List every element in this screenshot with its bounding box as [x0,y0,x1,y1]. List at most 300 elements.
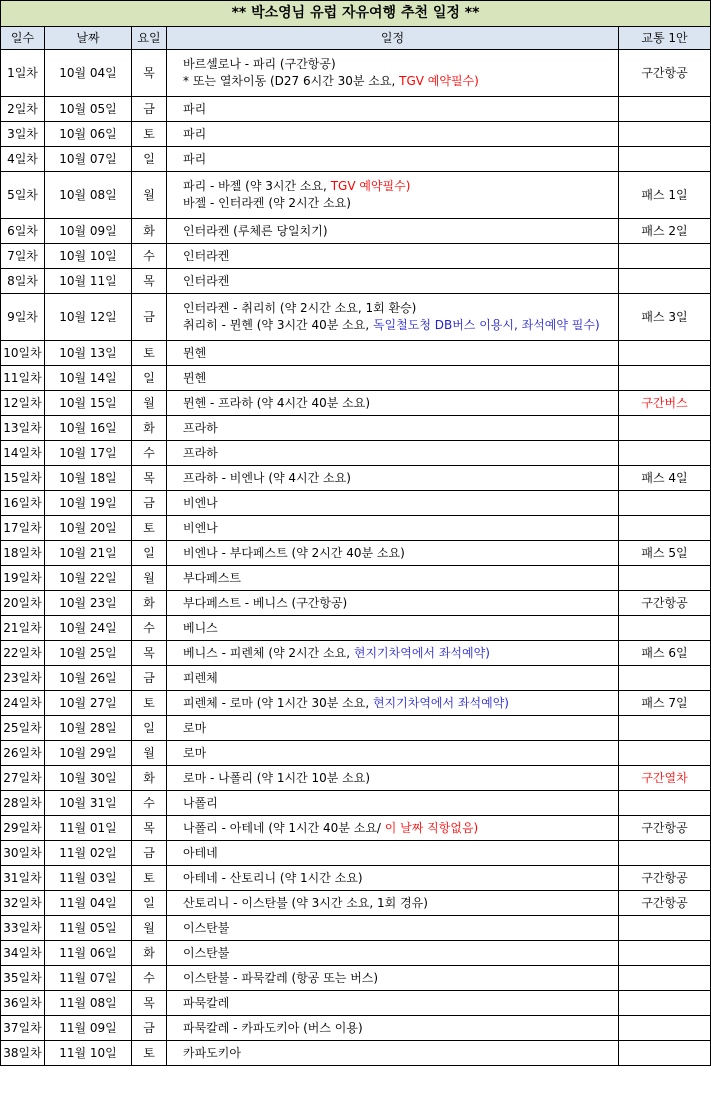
plan-text: 부다페스트 - 베니스 (구간항공) [183,595,348,610]
plan-cell [167,416,619,441]
plan-note: TGV 예약필수) [399,74,479,88]
plan-cell [167,766,619,791]
weekday-cell: 수 [132,966,167,991]
date-cell: 10월 06일 [45,122,132,147]
table-row [1,491,711,516]
plan-text: 비엔나 [183,495,218,510]
weekday-cell: 월 [132,566,167,591]
plan-line [183,670,618,687]
plan-line [183,620,618,637]
date-cell: 10월 20일 [45,516,132,541]
plan-line [183,745,618,762]
table-row [1,516,711,541]
plan-line [183,151,618,168]
plan-text: 파리 [183,101,207,116]
plan-cell [167,816,619,841]
weekday-cell: 토 [132,1041,167,1066]
table-row [1,866,711,891]
day-cell: 23일차 [1,666,45,691]
transport-cell [619,616,711,641]
day-cell: 31일차 [1,866,45,891]
table-row [1,1016,711,1041]
plan-cell [167,1041,619,1066]
plan-line [183,495,618,512]
transport-cell: 패스 2일 [619,219,711,244]
header-date: 날짜 [45,27,132,50]
table-row [1,991,711,1016]
plan-text: 로마 - 나폴리 (약 1시간 10분 소요) [183,770,370,785]
plan-line [183,101,618,118]
day-cell: 16일차 [1,491,45,516]
table-row [1,416,711,441]
header-day: 일수 [1,27,45,50]
table-row [1,219,711,244]
plan-cell [167,441,619,466]
weekday-cell: 수 [132,791,167,816]
plan-cell [167,219,619,244]
table-row [1,244,711,269]
date-cell: 11월 07일 [45,966,132,991]
date-cell: 10월 08일 [45,172,132,219]
day-cell: 28일차 [1,791,45,816]
transport-cell [619,916,711,941]
plan-line [183,248,618,265]
day-cell: 33일차 [1,916,45,941]
transport-cell: 패스 3일 [619,294,711,341]
plan-cell [167,97,619,122]
date-cell: 10월 15일 [45,391,132,416]
table-row [1,591,711,616]
plan-text: 뮌헨 [183,370,207,385]
transport-cell [619,791,711,816]
weekday-cell: 일 [132,147,167,172]
plan-line [183,970,618,987]
weekday-cell: 목 [132,50,167,97]
date-cell: 10월 12일 [45,294,132,341]
day-cell: 17일차 [1,516,45,541]
plan-text: 바젤 - 인터라켄 (약 2시간 소요) [183,196,351,210]
transport-cell: 구간버스 [619,391,711,416]
date-cell: 10월 17일 [45,441,132,466]
plan-cell [167,616,619,641]
day-cell: 30일차 [1,841,45,866]
weekday-cell: 일 [132,541,167,566]
plan-cell [167,716,619,741]
plan-cell [167,391,619,416]
day-cell: 9일차 [1,294,45,341]
weekday-cell: 금 [132,294,167,341]
plan-line [183,995,618,1012]
weekday-cell: 화 [132,766,167,791]
day-cell: 24일차 [1,691,45,716]
day-cell: 20일차 [1,591,45,616]
transport-cell: 구간열차 [619,766,711,791]
day-cell: 21일차 [1,616,45,641]
day-cell: 4일차 [1,147,45,172]
plan-cell [167,966,619,991]
table-row [1,391,711,416]
weekday-cell: 화 [132,219,167,244]
plan-line [183,345,618,362]
transport-cell [619,966,711,991]
plan-cell [167,866,619,891]
plan-cell [167,269,619,294]
table-row [1,50,711,97]
table-row [1,891,711,916]
plan-line [183,795,618,812]
table-row [1,816,711,841]
transport-cell: 구간항공 [619,866,711,891]
transport-cell [619,341,711,366]
plan-line [183,178,618,195]
day-cell: 26일차 [1,741,45,766]
table-row [1,766,711,791]
plan-cell [167,741,619,766]
plan-text: 베니스 - 피렌체 (약 2시간 소요, [183,645,354,660]
date-cell: 10월 24일 [45,616,132,641]
plan-line [183,1020,618,1037]
plan-text: 산토리니 - 이스탄불 (약 3시간 소요, 1회 경유) [183,895,428,910]
day-cell: 22일차 [1,641,45,666]
table-row [1,1041,711,1066]
weekday-cell: 토 [132,866,167,891]
plan-line [183,1045,618,1062]
plan-cell [167,50,619,97]
date-cell: 10월 14일 [45,366,132,391]
plan-text: 파리 [183,151,207,166]
weekday-cell: 일 [132,891,167,916]
plan-line [183,770,618,787]
transport-cell [619,566,711,591]
weekday-cell: 월 [132,391,167,416]
transport-cell: 구간항공 [619,591,711,616]
weekday-cell: 월 [132,741,167,766]
plan-line [183,317,618,334]
weekday-cell: 일 [132,716,167,741]
plan-cell [167,991,619,1016]
table-row [1,691,711,716]
weekday-cell: 수 [132,616,167,641]
day-cell: 29일차 [1,816,45,841]
table-row [1,97,711,122]
table-row [1,366,711,391]
plan-cell [167,147,619,172]
plan-line [183,73,618,90]
plan-text: 프라하 [183,445,218,460]
plan-cell [167,172,619,219]
date-cell: 10월 16일 [45,416,132,441]
day-cell: 10일차 [1,341,45,366]
transport-cell [619,716,711,741]
date-cell: 11월 05일 [45,916,132,941]
table-row [1,966,711,991]
transport-cell [619,991,711,1016]
plan-line [183,395,618,412]
plan-text: 인터라켄 - 취리히 (약 2시간 소요, 1회 환승) [183,301,417,315]
plan-note: 현지기차역에서 좌석예약) [353,645,490,660]
transport-cell: 패스 5일 [619,541,711,566]
plan-line [183,223,618,240]
transport-cell [619,269,711,294]
date-cell: 10월 27일 [45,691,132,716]
plan-cell [167,691,619,716]
plan-text: 피렌체 - 로마 (약 1시간 30분 소요, [183,695,373,710]
table-row [1,172,711,219]
plan-text: 부다페스트 [183,570,241,585]
table-row [1,147,711,172]
table-row [1,741,711,766]
plan-line [183,570,618,587]
plan-line [183,945,618,962]
day-cell: 8일차 [1,269,45,294]
plan-cell [167,516,619,541]
table-row [1,566,711,591]
plan-line [183,595,618,612]
weekday-cell: 목 [132,816,167,841]
day-cell: 3일차 [1,122,45,147]
date-cell: 11월 01일 [45,816,132,841]
weekday-cell: 목 [132,466,167,491]
plan-cell [167,591,619,616]
transport-cell [619,416,711,441]
transport-cell [619,491,711,516]
day-cell: 36일차 [1,991,45,1016]
date-cell: 10월 04일 [45,50,132,97]
date-cell: 11월 06일 [45,941,132,966]
plan-text: 파리 [183,126,207,141]
date-cell: 10월 25일 [45,641,132,666]
weekday-cell: 금 [132,666,167,691]
date-cell: 11월 03일 [45,866,132,891]
weekday-cell: 목 [132,269,167,294]
weekday-cell: 화 [132,416,167,441]
plan-cell [167,122,619,147]
plan-cell [167,244,619,269]
plan-line [183,895,618,912]
transport-cell [619,841,711,866]
transport-cell [619,1016,711,1041]
plan-text: 뮌헨 - 프라하 (약 4시간 40분 소요) [183,395,370,410]
plan-line [183,273,618,290]
plan-line [183,370,618,387]
plan-cell [167,791,619,816]
weekday-cell: 수 [132,441,167,466]
weekday-cell: 금 [132,491,167,516]
header-row [1,27,711,50]
date-cell: 10월 31일 [45,791,132,816]
weekday-cell: 토 [132,122,167,147]
transport-cell: 구간항공 [619,816,711,841]
plan-text: 아테네 - 산토리니 (약 1시간 소요) [183,870,363,885]
day-cell: 37일차 [1,1016,45,1041]
date-cell: 10월 28일 [45,716,132,741]
day-cell: 35일차 [1,966,45,991]
weekday-cell: 목 [132,641,167,666]
weekday-cell: 수 [132,244,167,269]
plan-note: TGV 예약필수) [330,179,411,193]
transport-cell [619,244,711,269]
header-transport: 교통 1안 [619,27,711,50]
plan-cell [167,1016,619,1041]
weekday-cell: 금 [132,841,167,866]
day-cell: 5일차 [1,172,45,219]
plan-line [183,870,618,887]
day-cell: 7일차 [1,244,45,269]
plan-line [183,195,618,212]
day-cell: 18일차 [1,541,45,566]
plan-note: 독일철도청 DB버스 이용시, 좌석예약 필수) [372,318,600,332]
plan-line [183,820,618,837]
date-cell: 10월 29일 [45,741,132,766]
transport-cell: 패스 1일 [619,172,711,219]
plan-line [183,545,618,562]
date-cell: 10월 05일 [45,97,132,122]
table-row [1,466,711,491]
transport-cell: 구간항공 [619,891,711,916]
table-row [1,269,711,294]
plan-text: 나폴리 - 아테네 (약 1시간 40분 소요/ [183,820,385,835]
day-cell: 11일차 [1,366,45,391]
transport-cell [619,741,711,766]
plan-text: 카파도키아 [183,1045,241,1060]
weekday-cell: 금 [132,1016,167,1041]
plan-line [183,445,618,462]
table-row [1,441,711,466]
date-cell: 11월 02일 [45,841,132,866]
transport-cell [619,1041,711,1066]
plan-text: 프라하 - 비엔나 (약 4시간 소요) [183,470,351,485]
plan-line [183,920,618,937]
plan-line [183,300,618,317]
table-row [1,666,711,691]
date-cell: 10월 30일 [45,766,132,791]
day-cell: 19일차 [1,566,45,591]
header-weekday: 요일 [132,27,167,50]
plan-text: 로마 [183,720,207,735]
weekday-cell: 화 [132,591,167,616]
table-row [1,341,711,366]
plan-note: 이 날짜 직항없음) [384,820,479,835]
transport-cell: 구간항공 [619,50,711,97]
transport-cell [619,97,711,122]
plan-text: 비엔나 [183,520,218,535]
plan-text: 뮌헨 [183,345,207,360]
weekday-cell: 토 [132,516,167,541]
table-row [1,716,711,741]
plan-line [183,470,618,487]
transport-cell [619,366,711,391]
day-cell: 32일차 [1,891,45,916]
transport-cell [619,516,711,541]
plan-text: 나폴리 [183,795,218,810]
plan-cell [167,566,619,591]
transport-cell: 패스 7일 [619,691,711,716]
table-row [1,941,711,966]
plan-text: 이스탄불 [183,945,230,960]
weekday-cell: 금 [132,97,167,122]
date-cell: 10월 11일 [45,269,132,294]
plan-text: 비엔나 - 부다페스트 (약 2시간 40분 소요) [183,545,405,560]
plan-cell [167,366,619,391]
plan-line [183,845,618,862]
plan-line [183,126,618,143]
date-cell: 11월 09일 [45,1016,132,1041]
plan-line [183,645,618,662]
day-cell: 1일차 [1,50,45,97]
plan-text: 피렌체 [183,670,218,685]
transport-cell [619,666,711,691]
day-cell: 12일차 [1,391,45,416]
plan-cell [167,841,619,866]
table-row [1,294,711,341]
plan-cell [167,541,619,566]
day-cell: 38일차 [1,1041,45,1066]
plan-note: 현지기차역에서 좌석예약) [372,695,509,710]
transport-cell [619,441,711,466]
plan-line [183,520,618,537]
date-cell: 11월 08일 [45,991,132,1016]
plan-line [183,420,618,437]
transport-cell [619,147,711,172]
plan-line [183,720,618,737]
day-cell: 25일차 [1,716,45,741]
transport-cell: 패스 6일 [619,641,711,666]
weekday-cell: 월 [132,916,167,941]
weekday-cell: 토 [132,691,167,716]
day-cell: 15일차 [1,466,45,491]
day-cell: 14일차 [1,441,45,466]
transport-cell [619,941,711,966]
plan-text: 로마 [183,745,207,760]
plan-cell [167,641,619,666]
plan-cell [167,294,619,341]
transport-cell: 패스 4일 [619,466,711,491]
weekday-cell: 월 [132,172,167,219]
day-cell: 2일차 [1,97,45,122]
plan-cell [167,341,619,366]
table-row [1,791,711,816]
date-cell: 10월 22일 [45,566,132,591]
day-cell: 13일차 [1,416,45,441]
plan-text: 파묵칼레 - 카파도키아 (버스 이용) [183,1020,363,1035]
weekday-cell: 일 [132,366,167,391]
plan-text: 아테네 [183,845,218,860]
weekday-cell: 목 [132,991,167,1016]
day-cell: 6일차 [1,219,45,244]
plan-text: 이스탄불 [183,920,230,935]
weekday-cell: 화 [132,941,167,966]
date-cell: 10월 18일 [45,466,132,491]
plan-cell [167,491,619,516]
transport-cell [619,122,711,147]
date-cell: 10월 21일 [45,541,132,566]
plan-line [183,56,618,73]
date-cell: 10월 23일 [45,591,132,616]
date-cell: 10월 13일 [45,341,132,366]
plan-text: * 또는 열차이동 (D27 6시간 30분 소요, [183,74,400,88]
table-row [1,541,711,566]
table-row [1,641,711,666]
plan-cell [167,666,619,691]
plan-text: 취리히 - 뮌헨 (약 3시간 40분 소요, [183,318,373,332]
header-plan: 일정 [167,27,619,50]
plan-cell [167,891,619,916]
date-cell: 10월 09일 [45,219,132,244]
plan-cell [167,466,619,491]
date-cell: 11월 10일 [45,1041,132,1066]
plan-cell [167,916,619,941]
plan-text: 인터라켄 [183,248,230,263]
